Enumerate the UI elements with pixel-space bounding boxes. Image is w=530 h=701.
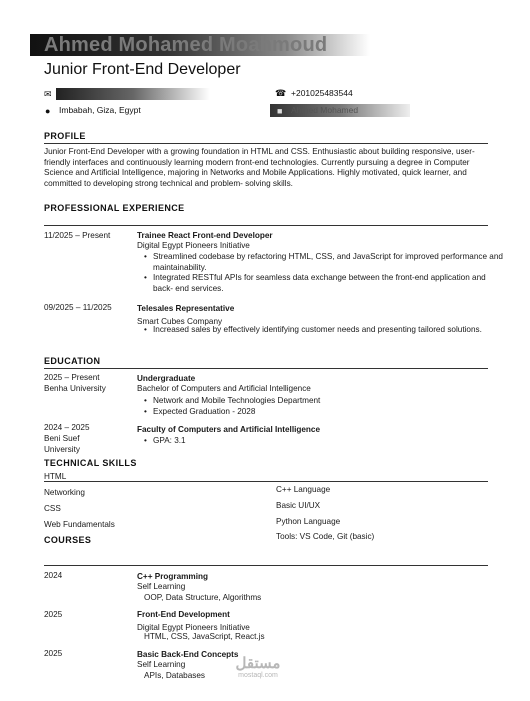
phone-icon: ☎ bbox=[275, 88, 287, 98]
experience-org: Smart Cubes Company bbox=[137, 317, 223, 326]
email-redacted-band bbox=[56, 88, 210, 100]
education-bullets bbox=[137, 436, 353, 447]
experience-heading: PROFESSIONAL EXPERIENCE bbox=[44, 203, 185, 213]
experience-org: Digital Egypt Pioneers Initiative bbox=[137, 241, 250, 250]
education-date: 2025 – Present bbox=[44, 373, 100, 382]
education-heading: EDUCATION bbox=[44, 356, 101, 366]
course-provider: Digital Egypt Pioneers Initiative bbox=[137, 623, 250, 632]
experience-divider bbox=[44, 225, 488, 226]
education-degree: Faculty of Computers and Artificial Intelligence bbox=[137, 425, 321, 434]
course-detail: HTML, CSS, JavaScript, React.js bbox=[144, 632, 265, 641]
mostaql-watermark bbox=[228, 656, 288, 680]
skill-item: Python Language bbox=[276, 517, 341, 526]
experience-date: 09/2025 – 11/2025 bbox=[44, 303, 112, 312]
education-date: 2024 – 2025 bbox=[44, 423, 90, 432]
education-divider bbox=[44, 368, 488, 369]
skill-item: Networking bbox=[44, 488, 85, 497]
profile-divider bbox=[44, 143, 488, 144]
skill-item: Basic UI/UX bbox=[276, 501, 321, 510]
experience-bullet: • Increased sales by effectively identifying customer needs and presenting tailored solutions. bbox=[153, 325, 483, 336]
education-bullets bbox=[137, 396, 473, 417]
course-date: 2025 bbox=[44, 610, 63, 619]
location-text: Imbabah, Giza, Egypt bbox=[59, 105, 141, 115]
education-detail: Bachelor of Computers and Artificial Intelligence bbox=[137, 384, 311, 393]
course-provider: Self Learning bbox=[137, 582, 186, 591]
experience-date: 11/2025 – Present bbox=[44, 231, 111, 240]
course-provider: Self Learning bbox=[137, 660, 186, 669]
profile-heading: PROFILE bbox=[44, 131, 86, 141]
skills-divider bbox=[44, 481, 488, 482]
location-pin-icon: ● bbox=[45, 106, 51, 116]
profile-summary: Junior Front-End Developer with a growing foundation in HTML and CSS. Enthusiastic about building responsive, user-friendly interfaces and continuously learning modern front-end technologies. Currently pursuing a degree in Computer Science and Artificial Intelligence, majoring in Networks and Mobile Applications. Highly motivated, quick learner, and committed to developing strong technical and problem- solving skills. bbox=[44, 147, 475, 188]
candidate-name: Ahmed Mohamed Moahmoud bbox=[44, 34, 328, 56]
course-date: 2025 bbox=[44, 649, 63, 658]
linkedin-icon[interactable]: ■ bbox=[277, 106, 283, 116]
course-detail: APIs, Databases bbox=[144, 671, 205, 680]
experience-bullet: • Streamlined codebase by refactoring HTML, CSS, and JavaScript for improved performance and maintainability. bbox=[153, 252, 503, 273]
skill-item: Tools: VS Code, Git (basic) bbox=[276, 532, 375, 541]
experience-role: Trainee React Front-end Developer bbox=[137, 231, 273, 240]
courses-heading: COURSES bbox=[44, 535, 92, 545]
education-place: Beni Suef University bbox=[44, 434, 80, 454]
course-name: Basic Back-End Concepts bbox=[137, 650, 239, 659]
watermark-latin: mostaql.com bbox=[238, 672, 278, 679]
skill-item: HTML bbox=[44, 472, 67, 481]
experience-bullet: • Integrated RESTful APIs for seamless data exchange between the front-end application and back- end services. bbox=[153, 273, 503, 294]
education-bullet: • GPA: 3.1 bbox=[153, 436, 353, 447]
education-bullet: • Network and Mobile Technologies Department bbox=[153, 396, 473, 407]
watermark-arabic: مستقل bbox=[235, 655, 281, 672]
skill-item: CSS bbox=[44, 504, 61, 513]
course-detail: OOP, Data Structure, Algorithms bbox=[144, 593, 262, 602]
education-place: Benha University bbox=[44, 384, 106, 393]
education-degree: Undergraduate bbox=[137, 374, 196, 383]
course-date: 2024 bbox=[44, 571, 63, 580]
education-bullet: • Expected Graduation - 2028 bbox=[153, 407, 473, 418]
envelope-icon: ✉ bbox=[44, 89, 52, 99]
phone-number: +201025483544 bbox=[291, 88, 353, 98]
experience-role: Telesales Representative bbox=[137, 304, 235, 313]
skills-heading: TECHNICAL SKILLS bbox=[44, 458, 137, 468]
job-title: Junior Front-End Developer bbox=[44, 61, 241, 78]
skill-item: Web Fundamentals bbox=[44, 520, 115, 529]
course-name: Front-End Development bbox=[137, 610, 230, 619]
experience-bullets bbox=[137, 325, 483, 336]
linkedin-link[interactable]: Ahmed Mohamed bbox=[291, 105, 359, 115]
experience-bullets bbox=[137, 252, 503, 294]
skill-item: C++ Language bbox=[276, 485, 331, 494]
courses-divider bbox=[44, 565, 488, 566]
course-name: C++ Programming bbox=[137, 572, 208, 581]
